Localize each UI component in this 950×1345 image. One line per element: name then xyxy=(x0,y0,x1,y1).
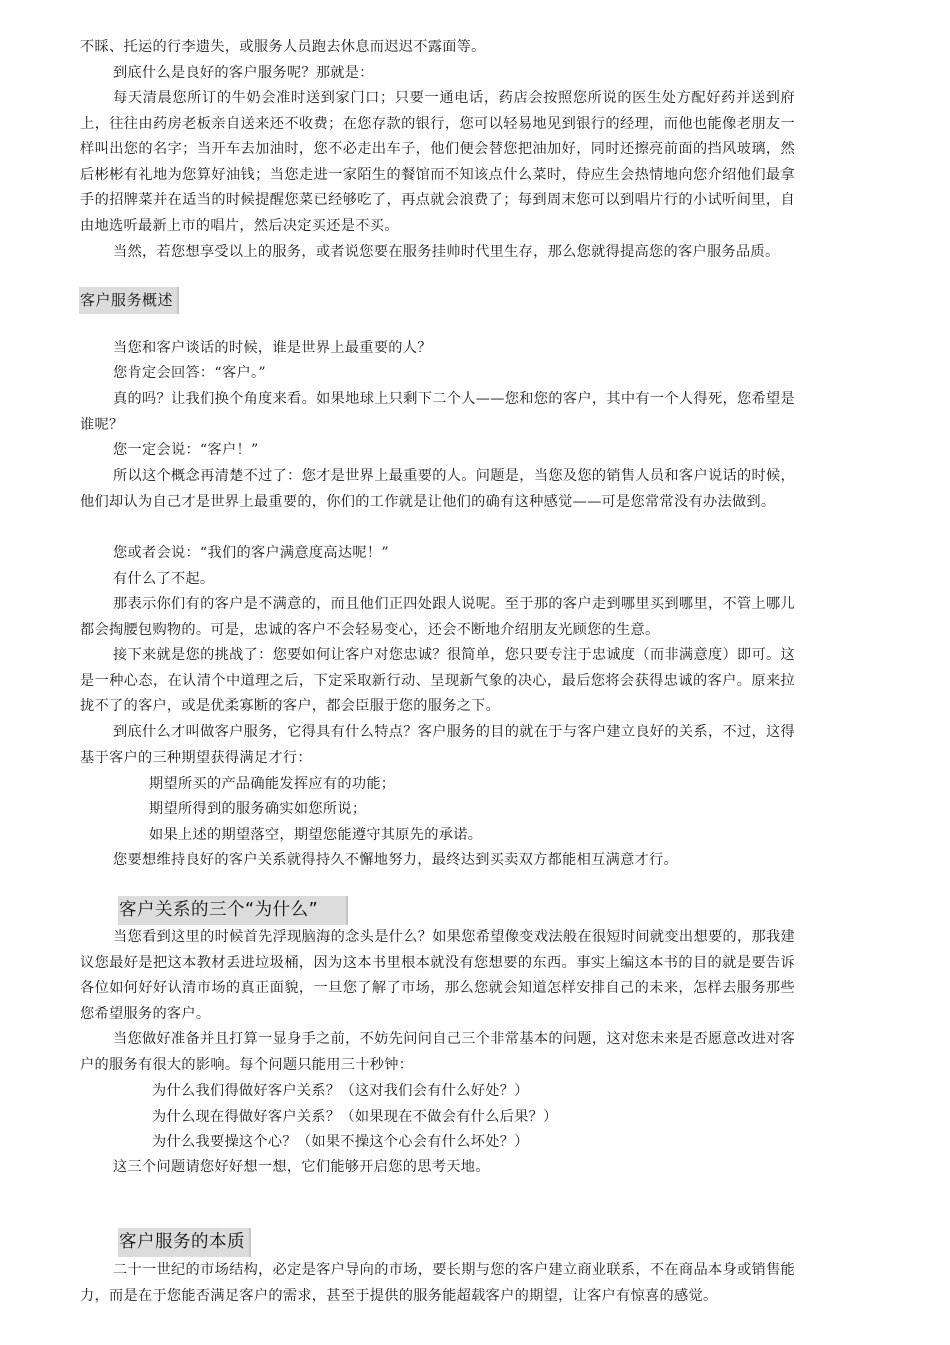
section-heading-three-whys: 客户关系的三个“为什么” xyxy=(118,896,348,925)
intro-paragraph-2: 到底什么是良好的客户服务呢？那就是： xyxy=(113,65,374,81)
section1-paragraph-4: 您一定会说：“客户！” xyxy=(113,442,259,458)
intro-paragraph-3: 每天清晨您所订的牛奶会准时送到家门口；只要一通电话，药店会按照您所说的医生处方配好药并送到府上，往往由药房老板亲自送来还不收费；在您存款的银行，您可以轻易地见到银行的经理，而他也能像老朋友一样叫出您的名字；当开车去加油时，您不必走出车子，他们便会替您把油加好，同时还擦亮前面的挡风玻璃，然后彬彬有礼地为您算好油钱；当您走进一家陌生的餐馆而不知该点什么菜时，侍应生会热情地向您介绍他们最拿手的招牌菜并在适当的时候提醒您菜已经够吃了，再点就会浪费了；每到周末您可以到唱片行的小试听间里，自由地选听最新上市的唱片，然后决定买还是不买。 xyxy=(80,90,795,234)
section1-paragraph-8: 那表示你们有的客户是不满意的，而且他们正四处跟人说呢。至于那的客户走到哪里买到哪里，不管上哪儿都会掏腰包购物的。可是，忠诚的客户不会轻易变心，还会不断地介绍朋友光顾您的生意。 xyxy=(80,596,795,638)
why-question-item: 为什么我们得做好客户关系？（这对我们会有什么好处？） xyxy=(152,1083,529,1099)
section1-paragraph-10: 到底什么才叫做客户服务，它得具有什么特点？客户服务的目的就在于与客户建立良好的关系，不过，这得基于客户的三种期望获得满足才行： xyxy=(80,724,795,766)
section1-paragraph-9: 接下来就是您的挑战了：您要如何让客户对您忠诚？很简单，您只要专注于忠诚度（而非满意度）即可。这是一种心态，在认清个中道理之后，下定采取新行动、呈现新气象的决心，最后您将会获得忠诚的客户。原来拉拢不了的客户，或是优柔寡断的客户，都会臣服于您的服务之下。 xyxy=(80,647,795,715)
section-heading-essence-of-service: 客户服务的本质 xyxy=(118,1228,251,1257)
expectation-item: 期望所得到的服务确实如您所说； xyxy=(149,801,367,817)
section1-paragraph-3: 真的吗？让我们换个角度来看。如果地球上只剩下二个人——您和您的客户，其中有一个人得死，您希望是谁呢？ xyxy=(80,391,795,433)
expectation-item: 如果上述的期望落空，期望您能遵守其原先的承诺。 xyxy=(149,827,483,843)
section1-paragraph-6: 您或者会说：“我们的客户满意度高达呢！” xyxy=(113,545,389,561)
section2-paragraph-3: 这三个问题请您好好想一想，它们能够开启您的思考天地。 xyxy=(113,1159,490,1175)
section1-paragraph-11: 您要想维持良好的客户关系就得持久不懈地努力，最终达到买卖双方都能相互满意才行。 xyxy=(113,852,679,868)
intro-paragraph-4: 当然，若您想享受以上的服务，或者说您要在服务挂帅时代里生存，那么您就得提高您的客户服务品质。 xyxy=(113,244,780,260)
section1-paragraph-2: 您肯定会回答：“客户。” xyxy=(113,365,266,381)
section2-paragraph-2: 当您做好准备并且打算一显身手之前，不妨先问问自己三个非常基本的问题，这对您未来是否愿意改进对客户的服务有很大的影响。每个问题只能用三十秒钟： xyxy=(80,1031,795,1073)
section1-paragraph-5: 所以这个概念再清楚不过了：您才是世界上最重要的人。问题是，当您及您的销售人员和客户说话的时候，他们却认为自己才是世界上最重要的，你们的工作就是让他们的确有这种感觉——可是您常常没有办法做到。 xyxy=(80,468,795,510)
expectation-item: 期望所买的产品确能发挥应有的功能； xyxy=(149,776,396,792)
intro-paragraph-1: 不睬、托运的行李遗失，或服务人员跑去休息而迟迟不露面等。 xyxy=(80,39,486,55)
why-question-item: 为什么现在得做好客户关系？（如果现在不做会有什么后果？） xyxy=(152,1109,558,1125)
why-question-item: 为什么我要操这个心？（如果不操这个心会有什么坏处？） xyxy=(152,1134,529,1150)
section1-paragraph-7: 有什么了不起。 xyxy=(113,571,215,587)
section1-paragraph-1: 当您和客户谈话的时候，谁是世界上最重要的人？ xyxy=(113,340,432,356)
section-heading-customer-service-overview: 客户服务概述 xyxy=(79,287,179,314)
section3-paragraph-1: 二十一世纪的市场结构，必定是客户导向的市场，要长期与您的客户建立商业联系，不在商品本身或销售能力，而是在于您能否满足客户的需求，甚至于提供的服务能超载客户的期望，让客户有惊喜的感觉。 xyxy=(80,1262,795,1304)
section2-paragraph-1: 当您看到这里的时候首先浮现脑海的念头是什么？如果您希望像变戏法般在很短时间就变出想要的，那我建议您最好是把这本教材丢进垃圾桶，因为这本书里根本就没有您想要的东西。事实上编这本书的目的就是要告诉各位如何好好认清市场的真正面貌，一旦您了解了市场，那么您就会知道怎样安排自己的未来，怎样去服务那些您希望服务的客户。 xyxy=(80,929,795,1022)
